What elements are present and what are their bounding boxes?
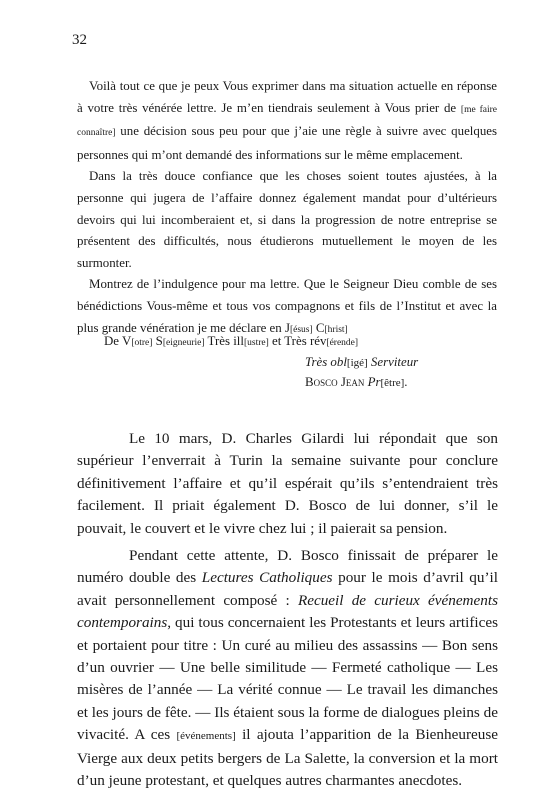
letter-paragraph-2: Dans la très douce confiance que les choses soient toutes ajustées, à la personne qui jugera de l’affaire donnez également mandat pour d’ultérieurs devoirs qui lui incomberaient et, si dans la progression de notre entreprise se présentent des difficultés, nous étudierons mutuellement le moyen de les surmonter. — [77, 169, 497, 270]
editorial-insertion: [igé] — [346, 357, 368, 369]
narrative-block-1 — [77, 428, 498, 540]
signer-name: Bosco Jean — [305, 375, 365, 389]
narrative-paragraph-2 — [77, 545, 498, 792]
letter-excerpt — [77, 76, 497, 341]
letter-closing-formula — [104, 331, 358, 353]
editorial-insertion: [otre] — [131, 338, 153, 348]
signature-title — [305, 352, 418, 373]
editorial-insertion: [ésus] — [289, 324, 313, 335]
closing-text: S — [152, 334, 163, 348]
letter-text: Montrez de l’indulgence pour ma lettre. Que le Seigneur Dieu comble de ses bénédictions Vous-même et tous vos compagnons et fils de l’Institut et avec la plus grande vénération je me déclare en J — [77, 277, 497, 335]
booklet-title: Recueil de curieux événements contemporains — [77, 591, 498, 632]
editorial-insertion: [être] — [380, 377, 405, 389]
narrative-block-2 — [77, 545, 498, 792]
narrative-text: , qui tous concernaient les Protestants et leurs artifices et portaient pour titre : Un curé au milieu des assassins — Bon sens d’un ouvrier — Une belle similitude — Fermeté catholique — Les misères de l’année — La vérité connue — Le travail les dimanches et les jours de fête. — Ils étaient sous la forme de dialogues pleins de vivacité. A ces — [77, 614, 498, 744]
letter-text: une décision sous peu pour que j’aie une règle à suivre avec quelques personnes qui m’ont demandé des informations sur le même emplacement. — [77, 124, 497, 162]
editorial-insertion: [ustre] — [243, 338, 269, 348]
editorial-insertion: [me faire connaître] — [77, 104, 498, 139]
narrative-text: il ajouta l’apparition de la Bienheureuse Vierge aux deux petits bergers de La Salette, la conversion et la mort d’un jeune protestant, et quelques autres charmantes anecdotes. — [77, 726, 498, 790]
signature-text: . — [404, 375, 408, 389]
signature-text: Très obl — [305, 355, 347, 369]
editorial-insertion: [événements] — [176, 730, 236, 743]
publication-title: Lectures Catholiques — [201, 569, 333, 587]
closing-text: Très ill — [204, 334, 244, 348]
signature-name — [305, 372, 408, 393]
editorial-insertion: [érende] — [326, 338, 359, 348]
closing-text: De V — [104, 334, 132, 348]
closing-text: et Très rév — [268, 334, 327, 348]
editorial-insertion: [eigneurie] — [162, 338, 205, 348]
letter-text: C — [312, 320, 325, 335]
editorial-insertion: [hrist] — [324, 324, 348, 335]
page-number: 32 — [72, 32, 87, 48]
narrative-text: Pendant cette attente, D. Bosco finissait de préparer le numéro double des — [77, 547, 498, 587]
signature-text: Serviteur — [367, 355, 419, 369]
letter-text: Voilà tout ce que je peux Vous exprimer dans ma situation actuelle en réponse à votre très vénérée lettre. Je m’en tiendrais seulement à Vous prier de — [77, 79, 497, 115]
narrative-paragraph-1: Le 10 mars, D. Charles Gilardi lui répondait que son supérieur l’enverrait à Turin la semaine suivante pour conclure définitivement l’affaire et qu’il espérait qu’ils s’entendraient très facilement. Il priait également D. Bosco de lui donner, s’il le pouvait, le couvert et le vivre chez lui ; il paierait sa pension. — [77, 430, 498, 537]
narrative-text: pour le mois d’avril qu’il avait personnellement composé : — [77, 569, 498, 609]
letter-paragraph-1 — [77, 76, 497, 166]
signer-title: Pr — [367, 375, 381, 389]
